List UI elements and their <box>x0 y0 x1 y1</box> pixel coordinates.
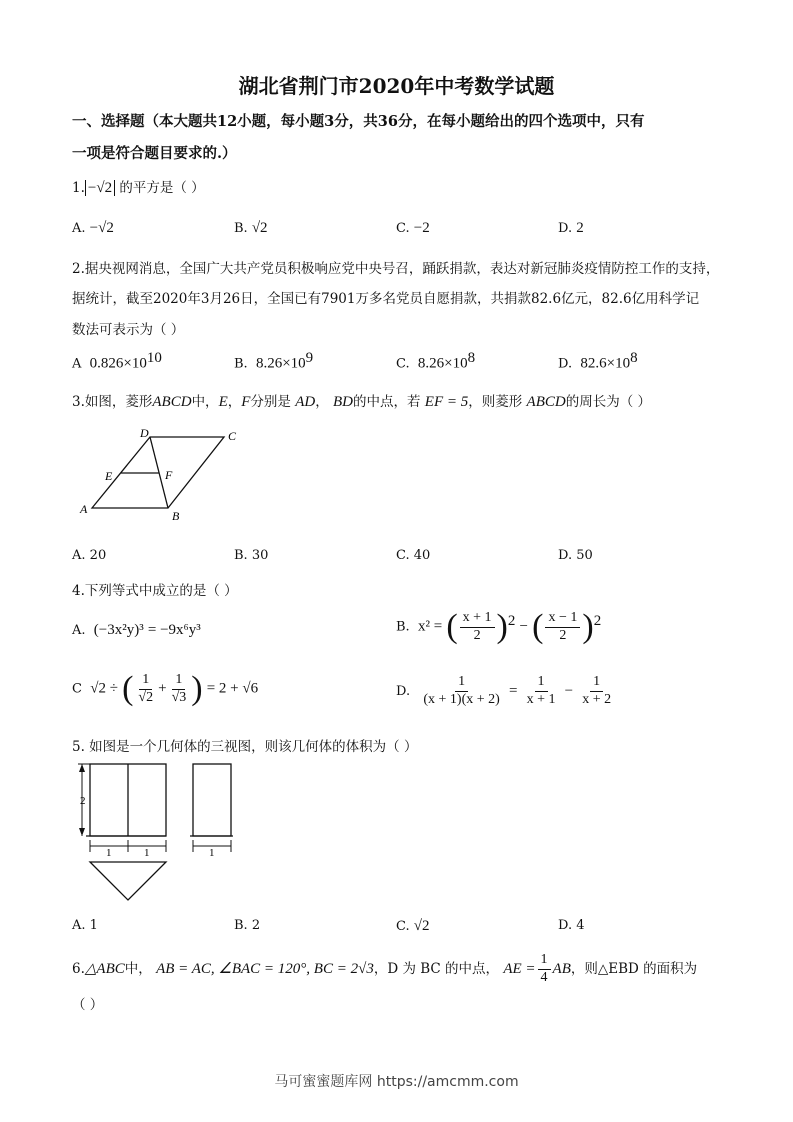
footer-watermark: 马可蜜蜜题库网 https://amcmm.com <box>274 1074 519 1090</box>
q3-text: 中， <box>191 394 219 410</box>
section-heading-line2: 一项是符合题目要求的.） <box>72 145 237 162</box>
q5-option-a[interactable] <box>72 918 98 933</box>
label-d: D <box>140 426 149 440</box>
paren: ( <box>532 608 544 645</box>
numerator: 1 <box>172 672 185 690</box>
option-rhs: = −9x⁶y³ <box>147 622 201 638</box>
question-2-line1: 2.据央视网消息，全国广大共产党员积极响应党中央号召，踊跃捐款，表达对新冠肺炎疫情防控工作的支持， <box>72 261 720 277</box>
question-3 <box>72 390 651 411</box>
numerator: 1 <box>139 672 152 690</box>
side-width-label: 1 <box>209 847 215 859</box>
denominator: x + 2 <box>582 691 612 707</box>
option-label: C. <box>396 919 410 934</box>
option-label: D. <box>558 356 573 372</box>
option-value: 4 <box>576 918 585 933</box>
q3-math: ABCD <box>152 394 192 410</box>
paren: ( <box>122 670 134 707</box>
option-value: −√2 <box>89 220 114 236</box>
option-value: 1 <box>89 918 98 933</box>
option-label: B. <box>234 356 248 372</box>
option-label: D. <box>558 548 573 563</box>
option-label: B. <box>396 619 410 635</box>
q3-text: 3.如图，菱形 <box>72 394 153 410</box>
fraction <box>169 672 190 707</box>
q6-math: AE = <box>503 960 536 977</box>
label-f: F <box>165 468 173 482</box>
q3-option-a[interactable] <box>72 548 106 563</box>
width-label-2: 1 <box>144 847 150 859</box>
denominator: 4 <box>540 969 548 985</box>
q3-text: ， <box>315 394 329 410</box>
option-mantissa: 8.26×10 <box>255 355 306 372</box>
q3-text: 分别是 <box>250 394 291 410</box>
option-value: √2 <box>251 220 268 236</box>
question-6-line2: （ ） <box>72 997 104 1013</box>
option-value: 2 <box>576 220 584 236</box>
paren: ) <box>582 608 594 645</box>
q6-math: AB <box>552 960 571 977</box>
option-label: C. <box>396 548 410 563</box>
q1-option-c[interactable] <box>396 220 430 237</box>
fraction <box>420 674 502 709</box>
option-rhs: = 2 + √6 <box>206 680 259 697</box>
operator: − <box>519 618 528 635</box>
option-value: 40 <box>413 548 431 563</box>
question-5: 5. 如图是一个几何体的三视图，则该几何体的体积为（ ） <box>72 739 418 755</box>
option-value: 2 <box>251 918 261 933</box>
option-exponent: 9 <box>305 350 314 366</box>
question-1-number: 1. <box>72 180 85 196</box>
option-value: −2 <box>413 220 430 236</box>
option-lhs: √2 ÷ <box>90 680 118 697</box>
q4-option-a[interactable] <box>72 622 201 639</box>
q3-math: E <box>218 394 228 410</box>
q6-math: △ABC <box>84 960 125 977</box>
option-label: C. <box>396 221 410 236</box>
q2-option-c[interactable] <box>396 350 475 372</box>
fraction <box>460 610 495 645</box>
option-label: D. <box>396 683 411 699</box>
rhombus-figure <box>72 425 252 525</box>
option-label: C. <box>396 356 410 372</box>
arrow-down-icon <box>79 828 85 836</box>
q4-option-c[interactable] <box>72 670 258 708</box>
q4-option-b[interactable] <box>396 608 601 646</box>
q3-text: ， <box>227 394 242 410</box>
q2-option-d[interactable] <box>558 350 638 372</box>
q5-option-d[interactable] <box>558 918 585 933</box>
numerator: 1 <box>590 674 603 692</box>
operator: + <box>158 680 167 697</box>
option-mantissa: 82.6×10 <box>580 355 631 372</box>
q3-math: EF = 5 <box>424 394 469 410</box>
option-label: D. <box>558 221 573 236</box>
q1-option-d[interactable] <box>558 220 584 237</box>
three-view-figure <box>72 760 252 906</box>
option-lhs: (−3x²y)³ <box>93 622 144 638</box>
q1-option-b[interactable] <box>234 220 268 237</box>
option-label: B. <box>234 221 248 236</box>
exponent: 2 <box>593 613 602 630</box>
q3-math: ABCD <box>526 394 566 410</box>
numerator: 1 <box>538 952 551 970</box>
denominator: x + 1 <box>526 691 556 707</box>
q2-option-b[interactable] <box>234 350 313 372</box>
label-c: C <box>228 429 237 443</box>
option-lhs: x² = <box>417 618 443 635</box>
denominator: √2 <box>138 689 154 705</box>
q3-text: 的中点，若 <box>353 394 421 410</box>
arrow-up-icon <box>79 764 85 772</box>
q3-math: BD <box>333 394 353 410</box>
q3-math: AD <box>295 394 316 410</box>
option-exponent: 8 <box>467 350 476 366</box>
operator: − <box>564 682 574 699</box>
denominator: 2 <box>559 627 567 643</box>
q3-math: F <box>241 394 251 410</box>
q3-option-b[interactable] <box>234 548 268 563</box>
page-title: 湖北省荆门市2020年中考数学试题 <box>238 74 555 98</box>
option-label: D. <box>558 918 573 933</box>
option-label: A. <box>72 221 86 236</box>
numerator: 1 <box>535 674 548 692</box>
fraction <box>579 674 614 709</box>
option-label: A. <box>72 918 86 933</box>
numerator: x − 1 <box>545 610 580 628</box>
option-label: A <box>72 356 82 372</box>
q3-option-c[interactable] <box>396 548 430 563</box>
q6-number: 6. <box>72 960 85 977</box>
height-label: 2 <box>80 795 86 807</box>
option-mantissa: 8.26×10 <box>417 355 468 372</box>
option-value: 20 <box>89 548 107 563</box>
paren: ) <box>191 670 203 707</box>
q1-option-a[interactable] <box>72 220 114 237</box>
q5-option-b[interactable] <box>234 918 260 933</box>
fraction <box>545 610 580 645</box>
option-value: 50 <box>576 548 593 563</box>
fraction <box>524 674 559 709</box>
denominator: √3 <box>171 689 187 705</box>
fraction <box>538 952 551 987</box>
fraction <box>135 672 156 707</box>
top-view-triangle <box>90 862 166 900</box>
option-value: √2 <box>413 918 430 934</box>
label-a: A <box>80 502 88 516</box>
exponent: 2 <box>507 613 516 630</box>
side-view <box>193 764 231 836</box>
section-heading-line1: 一、选择题（本大题共12小题，每小题3分，共36分，在每小题给出的四个选项中，只有 <box>72 113 645 130</box>
paren: ) <box>496 608 508 645</box>
question-1-text: 的平方是（ ） <box>119 180 205 196</box>
option-label: A. <box>72 623 86 638</box>
q4-option-d[interactable] <box>396 674 616 709</box>
q5-option-c[interactable] <box>396 918 430 935</box>
q2-option-a[interactable] <box>72 350 162 372</box>
question-1-expression: −√2 <box>85 180 115 196</box>
question-4: 4.下列等式中成立的是（ ） <box>72 583 238 599</box>
q6-text: ，D 为 BC 的中点， <box>373 960 500 977</box>
option-exponent: 10 <box>146 350 162 366</box>
paren: ( <box>446 608 458 645</box>
label-b: B <box>172 509 180 523</box>
option-mantissa: 0.826×10 <box>89 355 147 372</box>
q6-math: AB = AC, ∠BAC = 120°, BC = 2√3 <box>156 960 374 977</box>
option-label: B. <box>234 918 248 933</box>
question-1 <box>72 176 205 197</box>
question-2-line3: 数法可表示为（ ） <box>72 322 185 338</box>
numerator: 1 <box>455 674 468 692</box>
width-label-1: 1 <box>106 847 112 859</box>
option-label: A. <box>72 548 86 563</box>
q3-text: 的周长为（ ） <box>565 394 652 410</box>
numerator: x + 1 <box>460 610 495 628</box>
q3-option-d[interactable] <box>558 548 593 563</box>
option-label: C <box>72 681 82 697</box>
q3-text: ，则菱形 <box>468 394 523 410</box>
option-label: B. <box>234 548 248 563</box>
operator: = <box>508 682 518 699</box>
q6-text: ，则△EBD 的面积为 <box>570 960 698 977</box>
question-2-line2: 据统计，截至2020年3月26日，全国已有7901万多名党员自愿捐款，共捐款82.6亿元，82.6亿用科学记 <box>72 291 700 307</box>
denominator: (x + 1)(x + 2) <box>423 691 500 707</box>
label-e: E <box>105 469 113 483</box>
option-value: 30 <box>251 548 269 563</box>
option-exponent: 8 <box>630 350 638 366</box>
denominator: 2 <box>473 627 481 643</box>
question-6 <box>72 952 697 987</box>
q6-text: 中， <box>124 960 152 977</box>
